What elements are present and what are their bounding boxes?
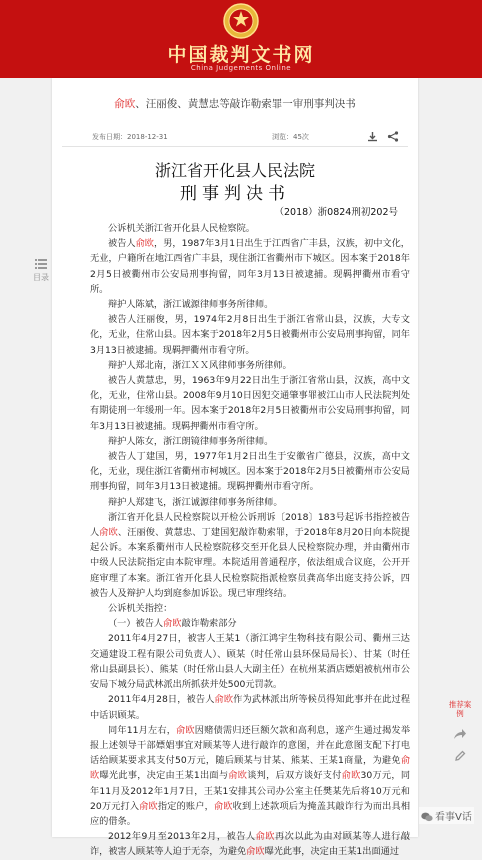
paragraph-text: 被告人汪丽俊，男，1974年2月8日出生于浙江省常山县，汉族，大专文化，无业，住常山县。因本案于2018年2月5日被衢州市公安局刑事拘留，同年3月13日被逮捕。现羁押衢州市看守所。 [90,314,410,356]
title-rest: 、汪丽俊、黄慧忠等敲诈勒索罪一审刑事判决书 [135,98,356,110]
meta-divider [62,146,408,147]
judgment-paragraph [90,495,410,510]
court-name: 浙江省开化县人民法院 [154,161,315,180]
document-type: 刑事判决书 [180,184,290,204]
paragraph-text: 浙江省开化县人民检察院以开检公诉刑诉〔2018〕183号起诉书指控被告人 [90,511,410,539]
paragraph-text: 公诉机关指控： [108,603,173,615]
toc-button[interactable] [32,258,50,283]
side-actions [446,700,474,762]
paragraph-text: ，男，1987年3月1日出生于江西省广丰县，汉族，初中文化，无业，户籍所在地江西省广丰县，现住浙江省衢州市下城区。因本案于2018年2月5日被衢州市公安局刑事拘留，同年3月13日被逮捕。现羁押衢州市看守所。 [90,238,410,295]
highlighted-name: 俞欧 [139,800,158,812]
paragraph-text: 被告人 [108,238,136,250]
list-icon [35,258,47,270]
judgment-paragraph [90,692,410,722]
judgment-paragraph [90,297,410,312]
highlighted-name: 俞欧 [99,527,118,539]
highlighted-name: 俞欧 [214,694,234,706]
paragraph-text: 辩护人陈女，浙江朗镜律师事务所律师。 [108,435,274,447]
wechat-icon [421,812,433,822]
judgment-paragraph [90,221,410,236]
judgment-paragraph [90,373,410,434]
court-emblem-icon [221,2,261,40]
recommended-cases-button[interactable]: 推荐案例 [448,700,472,718]
document-meta [62,131,408,145]
paragraph-text: 敲诈勒索部分 [181,618,237,630]
paragraph-text: 辩护人郑北南，浙江ＸＸ风律师事务所律师。 [108,359,292,371]
judgment-paragraph [90,358,410,373]
highlighted-name: 俞欧 [163,618,182,630]
highlighted-name: 俞欧 [255,831,275,843]
judgment-paragraph [90,510,410,601]
paragraph-text: 同年11月左右， [108,724,177,736]
paragraph-text: 、汪丽俊、黄慧忠、丁建国犯敲诈勒索罪，于2018年8月20日向本院提起公诉。本案系衢州市人民检察院移交至开化县人民检察院办理，并由衢州市中级人民法院指定由本院审理。本院适用普通程序，依法组成合议庭，公开开庭审理了本案。浙江省开化县人民检察院指派检察员龚高华出庭支持公诉，四被告人及辩护人均到庭参加诉讼。现已审理终结。 [90,527,410,599]
paragraph-text: 2011年4月27日，被害人王某1（浙江鸿宇生物科技有限公司、衢州三达交通建设工程有限公司负责人）、顾某（时任常山县环保局局长）、甘某（时任常山县副县长）、熊某（时任常山县人大副主任）在杭州某酒店嫖娼被杭州市公安局下城分局武林派出所抓获并处500元罚款。 [90,633,410,691]
highlighted-name: 俞欧 [228,770,248,782]
watermark [419,807,474,824]
judgment-paragraph [90,434,410,449]
paragraph-text: 被告人丁建国，男，1977年1月2日出生于安徽省广德县，汉族，高中文化，无业，现住浙江省衢州市柯城区。因本案于2018年2月5日被衢州市公安局刑事拘留，同年3月13日被逮捕。现羁押衢州市看守所。 [90,451,410,493]
paragraph-text: 30万元，同年11月及2012年1月7日，王某1安排其公司办公室主任樊某先后将10万元和20万元打入 [90,770,411,812]
paragraph-text: 再次以此为由对顾某等人进行敲诈，被害人顾某等人迫于无奈，为避免 [90,831,411,858]
paragraph-text: 收到上述款项后为掩盖其敲诈行为而出具相应的借条。 [90,800,411,827]
judgment-paragraph [90,616,410,631]
highlighted-name: 俞欧 [135,238,155,250]
highlighted-name: 俞欧 [341,770,361,782]
share-icon[interactable] [387,131,399,142]
toc-label: 目录 [33,273,49,282]
paragraph-text: 曝光此事，决定由王某1出面通过 [264,846,400,858]
paragraph-text: 辩护人陈斌，浙江诚源律师事务所律师。 [108,299,274,311]
download-icon[interactable] [367,131,378,142]
highlighted-name: 俞欧 [176,724,195,736]
judgment-paragraph [90,631,410,692]
paragraph-text: 公诉机关浙江省开化县人民检察院。 [108,223,255,234]
paragraph-text: 辩护人郑建飞，浙江诚源律师事务所律师。 [108,496,283,508]
judgment-paragraph [90,236,410,297]
paragraph-text: 谈判，后双方谈好支付 [247,770,342,782]
paragraph-text: （一）被告人 [108,618,164,630]
judgment-paragraph [90,601,410,616]
paragraph-text: 2012年9月至2013年2月，被告人 [108,831,256,843]
judgment-paragraph [90,312,410,358]
paragraph-text: 曝光此事，决定由王某1出面与 [99,770,229,782]
highlighted-name: 俞欧 [246,846,265,858]
paragraph-text: 被告人黄慧忠，男，1963年9月22日出生于浙江省常山县，汉族，高中文化，无业，住常山县。2008年9月10日因犯交通肇事罪被江山市人民法院判处有期徒刑一年缓刑一年。因本案于2018年2月5日被衢州市公安局刑事拘留，同年3月13日被逮捕。现羁押衢州市看守所。 [90,375,410,432]
site-title: 中国裁判文书网 [167,44,315,66]
judgment-paragraph [90,723,410,829]
edit-icon[interactable] [454,750,466,762]
case-number: （2018）浙0824刑初202号 [274,207,398,218]
view-count: 浏览：45次 [272,133,309,141]
judgment-paragraph [90,829,410,859]
share-arrow-icon[interactable] [453,728,467,740]
judgment-paragraph [90,449,410,495]
highlighted-name: 俞欧 [213,800,233,812]
judgment-body [90,221,410,860]
highlighted-name: 俞欧 [90,755,410,782]
publish-date: 发布日期：2018-12-31 [92,133,168,141]
paragraph-text: 2011年4月28日，被告人 [108,694,215,706]
document-title [52,96,418,111]
paragraph-text: 作为武林派出所等候员得知此事并在此过程中话识顾某。 [90,694,411,721]
site-header [0,0,482,78]
paragraph-text: 指定的账户， [157,800,214,812]
title-highlight: 俞欧 [114,98,136,110]
watermark-text: 看事V话 [435,812,472,823]
paragraph-text: 因赌债需归还巨额欠款和高利息，遂产生通过揭发举报上述领导干部嫖娼事宜对顾某等人进行敲诈的意图，并在此意图支配下打电话给顾某要求其支付50万元，随后顾某与甘某、熊某、王某1商量，为避免 [90,724,411,767]
site-subtitle: China Judgements Online [190,64,292,72]
